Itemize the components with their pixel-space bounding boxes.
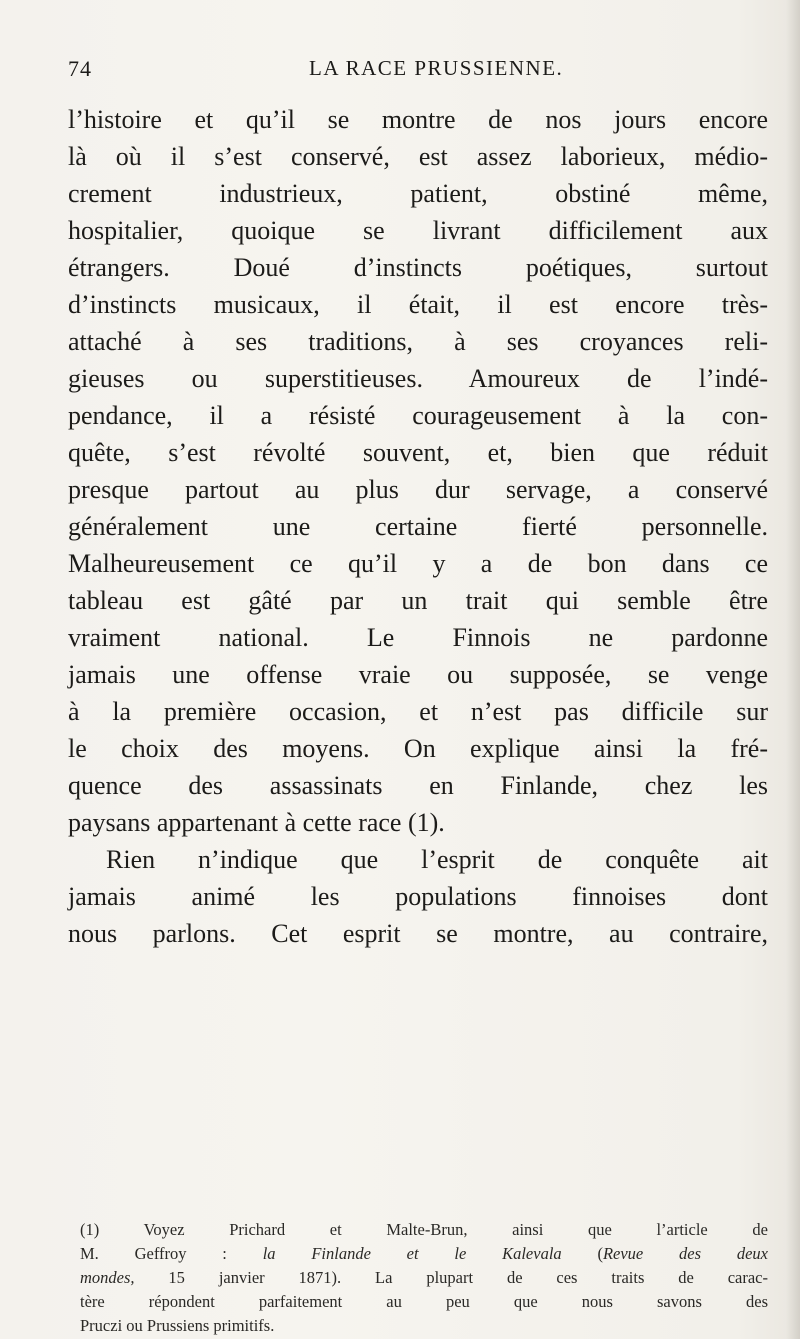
text-line: à la première occasion, et n’est pas difficile sur [68, 697, 768, 726]
text-line: Rien n’indique que l’esprit de conquête ait [106, 845, 768, 874]
text-line: presque partout au plus dur servage, a conservé [68, 475, 768, 504]
text-line: attaché à ses traditions, à ses croyances reli- [68, 327, 768, 356]
running-head: LA RACE PRUSSIENNE. [309, 56, 564, 80]
text-line: le choix des moyens. On explique ainsi la fré- [68, 734, 768, 763]
text-line: gieuses ou superstitieuses. Amoureux de l’indé- [68, 364, 768, 393]
text-line: paysans appartenant à cette race (1). [68, 808, 445, 837]
text-line: tableau est gâté par un trait qui semble être [68, 586, 768, 615]
footnote-line [80, 1266, 768, 1290]
text-line: étrangers. Doué d’instincts poétiques, surtout [68, 253, 768, 282]
footnote [80, 1218, 768, 1338]
text-line: crement industrieux, patient, obstiné même, [68, 179, 768, 208]
footnote-line: Pruczi ou Prussiens primitifs. [80, 1316, 275, 1335]
text-line: hospitalier, quoique se livrant difficilement aux [68, 216, 768, 245]
footnote-line: (1) Voyez Prichard et Malte-Brun, ainsi que l’article de [80, 1220, 768, 1239]
text-line: vraiment national. Le Finnois ne pardonne [68, 623, 768, 652]
page-header [68, 56, 768, 90]
text-line: généralement une certaine fierté personnelle. [68, 512, 768, 541]
text-line: l’histoire et qu’il se montre de nos jours encore [68, 105, 768, 134]
text-line: pendance, il a résisté courageusement à la con- [68, 401, 768, 430]
page-number: 74 [68, 56, 92, 81]
footnote-line [80, 1242, 768, 1266]
text-line: quête, s’est révolté souvent, et, bien que réduit [68, 438, 768, 467]
footnote-line: tère répondent parfaitement au peu que nous savons des [80, 1292, 768, 1311]
footnote-text: M. Geffroy : [80, 1244, 263, 1263]
footnote-journal: Revue des deux [602, 1244, 768, 1263]
text-line: d’instincts musicaux, il était, il est encore très- [68, 290, 768, 319]
text-line: jamais une offense vraie ou supposée, se venge [68, 660, 768, 689]
text-line: nous parlons. Cet esprit se montre, au contraire, [68, 919, 768, 948]
footnote-title: la Finlande et le Kalevala [262, 1244, 562, 1263]
text-line: là où il s’est conservé, est assez laborieux, médio- [68, 142, 768, 171]
footnote-text: ( [561, 1244, 603, 1263]
body-text [68, 101, 768, 952]
footnote-text: 15 janvier 1871). La plupart de ces traits de carac- [134, 1268, 768, 1287]
text-line: quence des assassinats en Finlande, chez les [68, 771, 768, 800]
page-edge-shadow [786, 0, 800, 1339]
footnote-journal: mondes, [80, 1268, 135, 1287]
text-line: jamais animé les populations finnoises dont [68, 882, 768, 911]
text-line: Malheureusement ce qu’il y a de bon dans ce [68, 549, 768, 578]
